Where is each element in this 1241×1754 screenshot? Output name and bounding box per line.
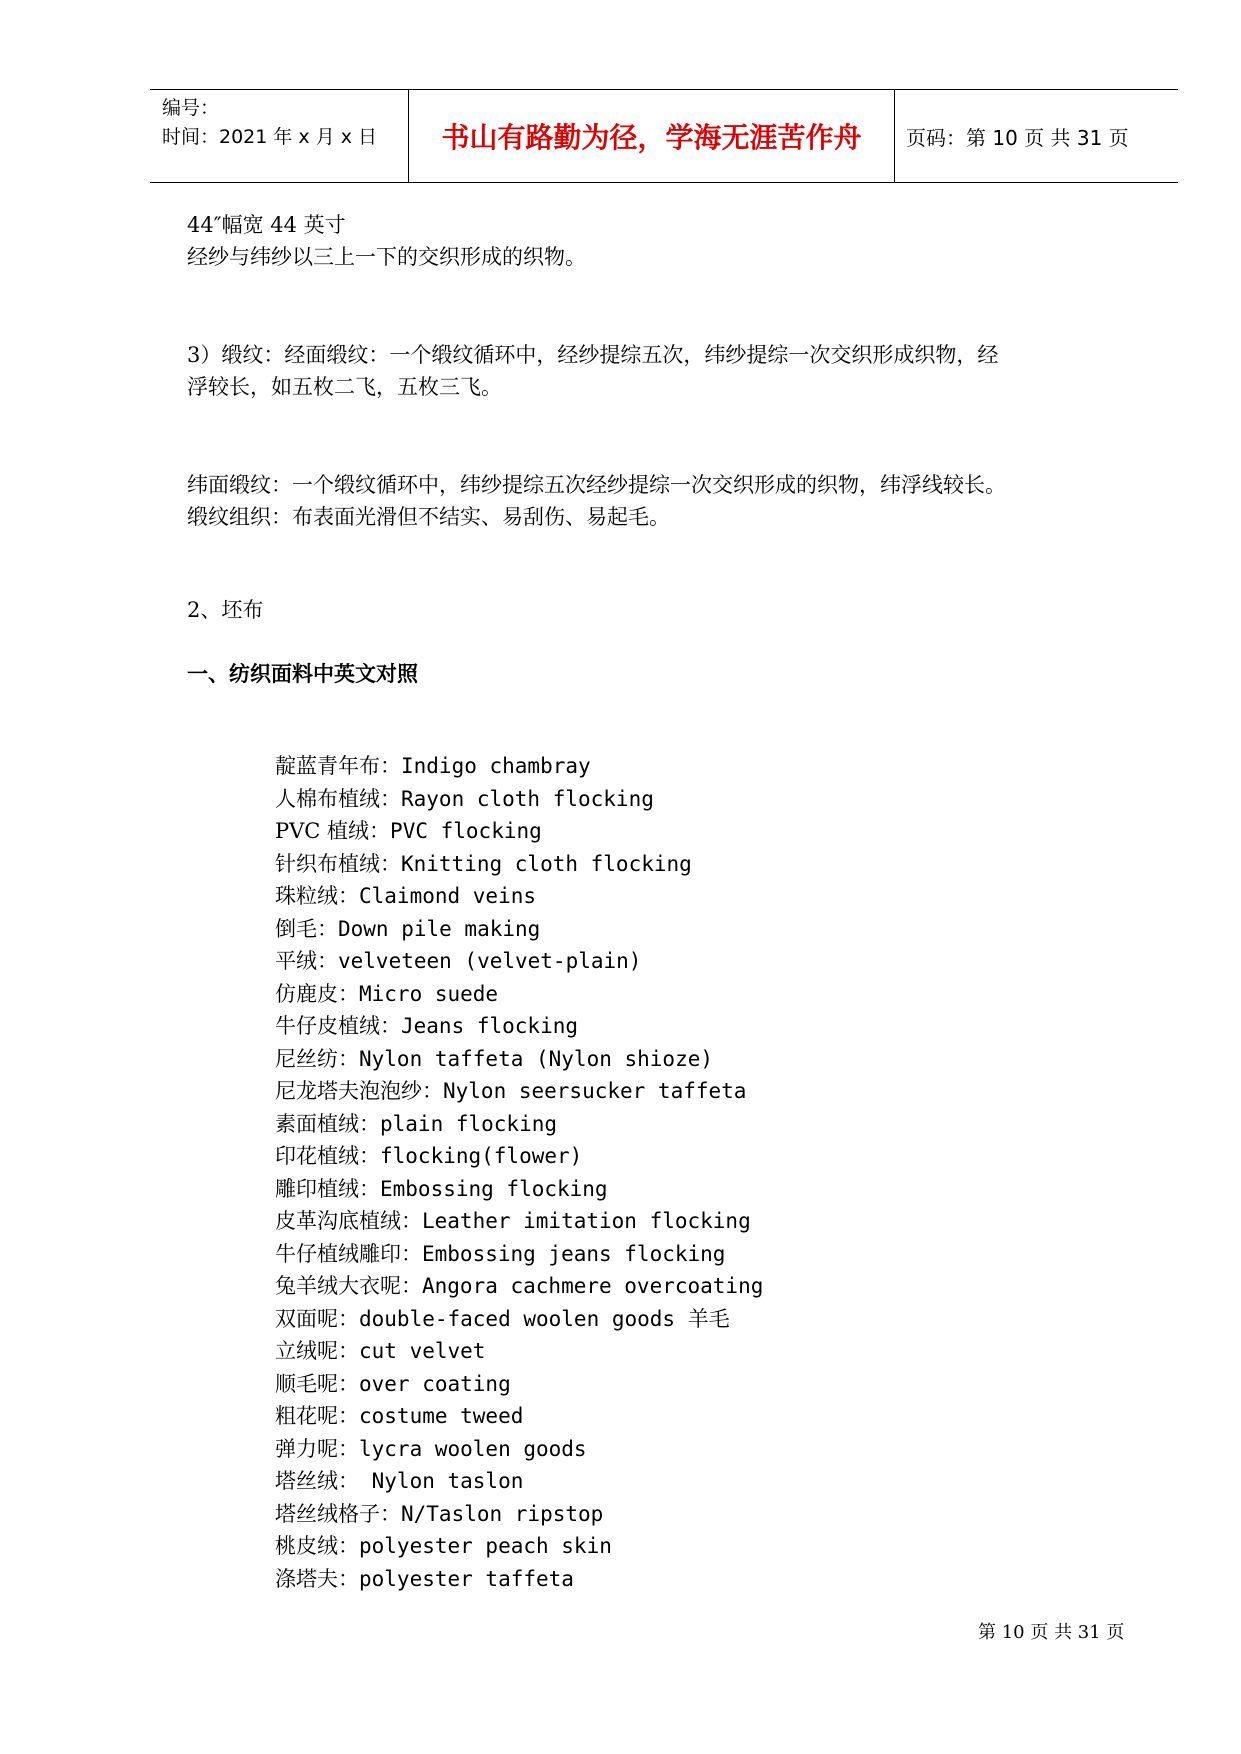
paragraph-4: 2、坯布 (187, 598, 264, 622)
glossary-item (275, 1498, 763, 1531)
glossary-term-en: costume tweed (359, 1404, 524, 1428)
glossary-item (275, 1173, 763, 1206)
glossary-item (275, 1043, 763, 1076)
glossary-item (275, 1530, 763, 1563)
glossary-item (275, 815, 763, 848)
glossary-term-en: Knitting cloth flocking (401, 851, 692, 876)
glossary-term-en: Nylon taslon (359, 1469, 524, 1493)
glossary-item (275, 848, 763, 881)
glossary-term-zh: 双面呢： (275, 1306, 359, 1331)
paragraph-line: 3）缎纹：经面缎纹：一个缎纹循环中，经纱提综五次，纬纱提综一次交织形成织物，经 (187, 343, 999, 367)
glossary-item (275, 1465, 763, 1498)
glossary-item (275, 1335, 763, 1368)
glossary-term-zh: 牛仔植绒雕印： (275, 1241, 422, 1266)
glossary-term-en: lycra woolen goods (359, 1436, 587, 1461)
section-heading: 一、纺织面料中英文对照 (187, 662, 418, 686)
glossary-term-en: over coating (359, 1371, 511, 1396)
glossary-item (275, 1368, 763, 1401)
glossary-term-en: polyester peach skin (359, 1534, 612, 1558)
glossary-item (275, 1303, 763, 1336)
glossary-term-zh: 倒毛： (275, 916, 338, 941)
glossary-term-zh: 涤塔夫： (275, 1566, 359, 1591)
glossary-term-zh: 靛蓝青年布： (275, 754, 401, 778)
glossary-term-zh: 兔羊绒大衣呢： (275, 1274, 422, 1298)
glossary-term-en: Angora cachmere overcoating (422, 1274, 764, 1298)
glossary-list (275, 750, 763, 1595)
page-footer: 第 10 页 共 31 页 (978, 1622, 1125, 1643)
glossary-term-zh: 人棉布植绒： (275, 786, 401, 811)
header-motto: 书山有路勤为径，学海无涯苦作舟 (408, 90, 895, 182)
glossary-term-zh: 皮革沟底植绒： (275, 1209, 422, 1233)
paragraph-1 (187, 209, 586, 273)
glossary-term-zh: 尼龙塔夫泡泡纱： (275, 1079, 443, 1103)
glossary-term-en: flocking(flower) (380, 1144, 583, 1168)
glossary-item (275, 1238, 763, 1271)
glossary-term-en: Nylon taffeta (Nylon shioze) (359, 1046, 714, 1071)
glossary-term-en: Micro suede (359, 981, 499, 1006)
glossary-term-en: Leather imitation flocking (422, 1209, 751, 1233)
glossary-term-zh: 塔丝绒格子： (275, 1501, 401, 1526)
glossary-item (275, 750, 763, 783)
header-page-number: 页码：第 10 页 共 31 页 (906, 125, 1129, 150)
glossary-item (275, 880, 763, 913)
glossary-term-zh: 粗花呢： (275, 1404, 359, 1428)
document-time: 时间：2021 年 x 月 x 日 (162, 126, 378, 148)
glossary-item (275, 1563, 763, 1596)
glossary-term-en: polyester taffeta (359, 1566, 574, 1591)
glossary-term-en: Down pile making (338, 916, 541, 941)
glossary-term-zh: 仿鹿皮： (275, 981, 359, 1006)
paragraph-line: 缎纹组织：布表面光滑但不结实、易刮伤、易起毛。 (187, 505, 670, 529)
glossary-term-en: Embossing flocking (380, 1176, 608, 1201)
glossary-term-zh: 珠粒绒： (275, 884, 359, 908)
glossary-item (275, 1400, 763, 1433)
glossary-item (275, 1010, 763, 1043)
glossary-term-zh: 雕印植绒： (275, 1176, 380, 1201)
glossary-item (275, 1075, 763, 1108)
glossary-term-en: N/Taslon ripstop (401, 1501, 604, 1526)
glossary-term-zh: 牛仔皮植绒： (275, 1014, 401, 1038)
glossary-term-en: double-faced woolen goods 羊毛 (359, 1306, 730, 1331)
glossary-term-zh: 针织布植绒： (275, 851, 401, 876)
paragraph-line: 纬面缎纹：一个缎纹循环中，纬纱提综五次经纱提综一次交织形成的织物，纬浮线较长。 (187, 473, 1006, 497)
header-meta (150, 90, 408, 182)
glossary-term-zh: 塔丝绒： (275, 1469, 359, 1493)
glossary-item (275, 1108, 763, 1141)
glossary-item (275, 783, 763, 816)
glossary-item (275, 1270, 763, 1303)
glossary-item (275, 913, 763, 946)
glossary-term-zh: 印花植绒： (275, 1144, 380, 1168)
paragraph-line: 经纱与纬纱以三上一下的交织形成的织物。 (187, 245, 586, 269)
glossary-term-zh: 立绒呢： (275, 1339, 359, 1363)
glossary-item (275, 945, 763, 978)
glossary-item (275, 1140, 763, 1173)
glossary-term-en: velveteen (velvet-plain) (338, 949, 642, 973)
glossary-term-zh: 桃皮绒： (275, 1534, 359, 1558)
glossary-term-en: Rayon cloth flocking (401, 786, 654, 811)
glossary-term-zh: 尼丝纺： (275, 1046, 359, 1071)
glossary-term-en: Indigo chambray (401, 754, 591, 778)
glossary-term-en: plain flocking (380, 1111, 558, 1136)
glossary-term-en: Jeans flocking (401, 1014, 579, 1038)
glossary-term-en: Nylon seersucker taffeta (443, 1079, 747, 1103)
paragraph-line: 44″幅宽 44 英寸 (187, 213, 346, 237)
document-header (150, 89, 1178, 183)
glossary-term-zh: 平绒： (275, 949, 338, 973)
glossary-term-en: cut velvet (359, 1339, 486, 1363)
paragraph-3 (187, 469, 1006, 533)
glossary-term-en: Embossing jeans flocking (422, 1241, 726, 1266)
glossary-term-zh: 素面植绒： (275, 1111, 380, 1136)
glossary-term-en: Claimond veins (359, 884, 537, 908)
glossary-item (275, 978, 763, 1011)
paragraph-line: 浮较长，如五枚二飞，五枚三飞。 (187, 375, 502, 399)
document-number-label: 编号： (162, 97, 220, 119)
glossary-term-zh: 顺毛呢： (275, 1371, 359, 1396)
glossary-item (275, 1433, 763, 1466)
paragraph-2 (187, 339, 998, 403)
glossary-term-zh: PVC 植绒： (275, 819, 391, 843)
glossary-term-zh: 弹力呢： (275, 1436, 359, 1461)
glossary-term-en: PVC flocking (390, 819, 542, 843)
glossary-item (275, 1205, 763, 1238)
